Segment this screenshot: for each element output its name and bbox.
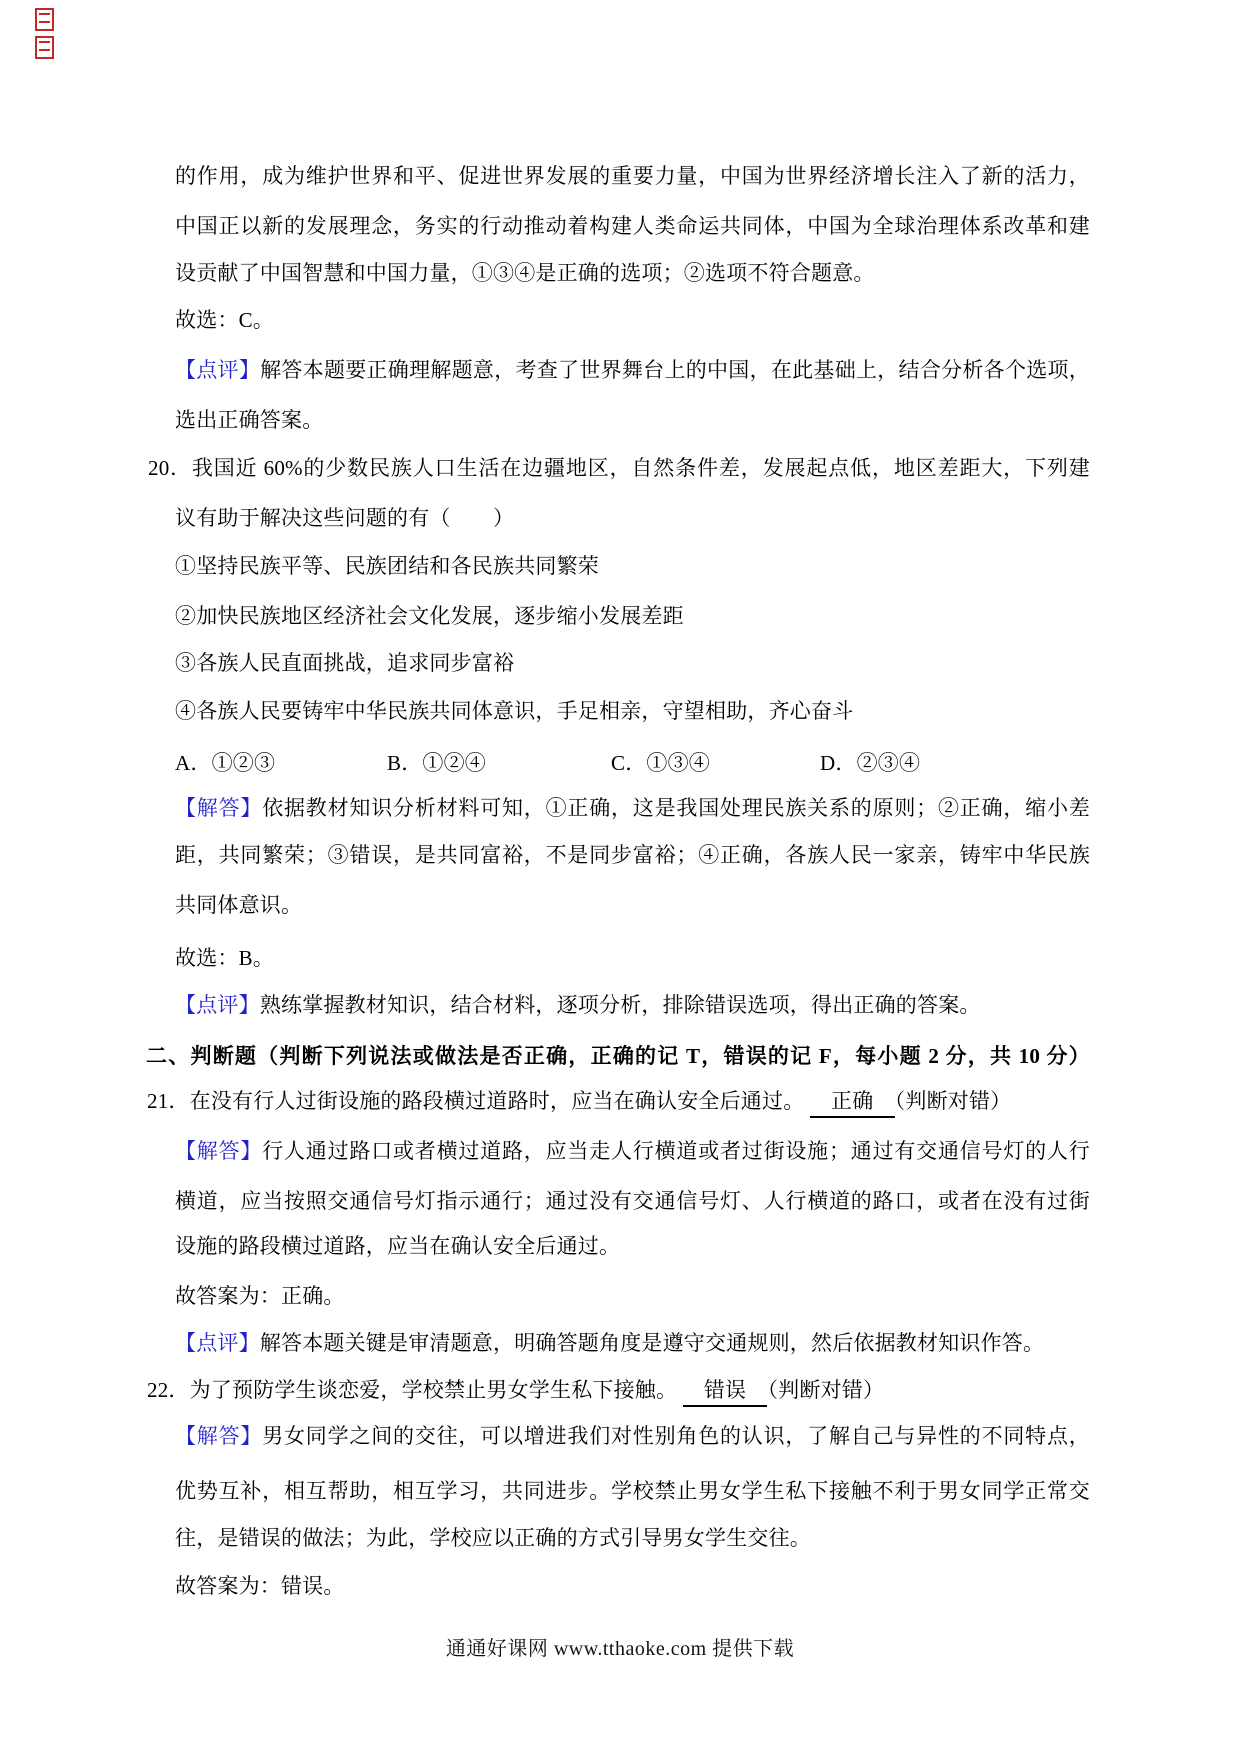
- text-segment: ①坚持民族平等、民族团结和各民族共同繁荣: [175, 554, 599, 578]
- answer-19-choice: [175, 307, 274, 333]
- question-20-options: [175, 750, 920, 776]
- answer-22-explain-cont: [175, 1478, 1090, 1504]
- text-segment: 21．在没有行人过街设施的路段横过道路时，应当在确认安全后通过。: [147, 1089, 810, 1113]
- text-segment: 的作用，成为维护世界和平、促进世界发展的重要力量，中国为世界经济增长注入了新的活力，: [175, 164, 1090, 188]
- red-stamp-icon: [35, 8, 54, 31]
- label-tag: 【点评】: [175, 993, 260, 1017]
- text-segment: 距，共同繁荣；③错误，是共同富裕，不是同步富裕；④正确，各族人民一家亲，铸牢中华民族: [175, 843, 1090, 867]
- answer-21-result: [175, 1283, 345, 1309]
- option-c: C．①③④: [611, 751, 711, 775]
- text-segment: 解答本题要正确理解题意，考查了世界舞台上的中国，在此基础上，结合分析各个选项，: [260, 358, 1090, 382]
- comment-19: [175, 357, 1090, 383]
- text-segment: （判断对错）: [894, 1089, 1012, 1113]
- question-20: [148, 455, 1090, 481]
- footer-watermark: 通通好课网 www.tthaoke.com 提供下载: [445, 1638, 795, 1660]
- option-b: B．①②④: [387, 751, 487, 775]
- text-segment: 选出正确答案。: [175, 408, 324, 432]
- comment-21: [175, 1330, 1044, 1356]
- text-segment: 设施的路段横过道路，应当在确认安全后通过。: [175, 1234, 621, 1258]
- text-segment: 行人通过路口或者横过道路，应当走人行横道或者过街设施；通过有交通信号灯的人行: [262, 1139, 1090, 1163]
- text-segment: 故选：C。: [175, 308, 275, 332]
- label-tag: 【解答】: [175, 1139, 263, 1163]
- answer-20-explain-cont: [175, 892, 302, 918]
- text-segment: 熟练掌握教材知识，结合材料，逐项分析，排除错误选项，得出正确的答案。: [259, 993, 981, 1017]
- answer-22-result: [175, 1573, 345, 1599]
- text-segment: 解答本题关键是审清题意，明确答题角度是遵守交通规则，然后依据教材知识作答。: [259, 1331, 1045, 1355]
- text-segment: 男女同学之间的交往，可以增进我们对性别角色的认识，了解自己与异性的不同特点，: [262, 1424, 1090, 1448]
- comment-20: [175, 992, 981, 1018]
- comment-19-cont: [175, 407, 323, 433]
- question-20-item-1: [175, 553, 599, 579]
- text-segment: 中国正以新的发展理念，务实的行动推动着构建人类命运共同体，中国为全球治理体系改革和建: [175, 214, 1090, 238]
- text-segment: ②加快民族地区经济社会文化发展，逐步缩小发展差距: [175, 604, 684, 628]
- text-segment: （判断对错）: [767, 1378, 885, 1402]
- text-segment: ③各族人民直面挑战，追求同步富裕: [175, 651, 515, 675]
- option-a: A．①②③: [175, 751, 276, 775]
- text-segment: 22．为了预防学生谈恋爱，学校禁止男女学生私下接触。: [147, 1378, 683, 1402]
- question-21: [147, 1088, 1011, 1114]
- option-d: D．②③④: [820, 751, 921, 775]
- question-20-item-3: [175, 650, 514, 676]
- text-segment: 故选：B。: [175, 946, 275, 970]
- answer-21-explain-cont: [175, 1233, 620, 1259]
- answer-20-explain-cont: [175, 842, 1090, 868]
- text-segment: 故答案为：错误。: [175, 1574, 345, 1598]
- answer-22-value: 错误: [683, 1378, 768, 1407]
- text-segment: 往，是错误的做法；为此，学校应以正确的方式引导男女学生交往。: [175, 1526, 811, 1550]
- label-tag: 【解答】: [175, 1424, 263, 1448]
- answer-19-explain-cont: [175, 213, 1090, 239]
- text-segment: 共同体意识。: [175, 893, 303, 917]
- text-segment: ④各族人民要铸牢中华民族共同体意识，手足相亲，守望相助，齐心奋斗: [175, 699, 854, 723]
- text-segment: 设贡献了中国智慧和中国力量，①③④是正确的选项；②选项不符合题意。: [175, 261, 875, 285]
- red-stamp-icon: [35, 36, 54, 59]
- text-segment: 二、判断题（判断下列说法或做法是否正确，正确的记 T，错误的记 F，每小题 2 分，共 10 分）: [146, 1044, 1090, 1068]
- answer-19-explain-cont: [175, 163, 1090, 189]
- answer-19-explain-cont: [175, 260, 875, 286]
- question-22: [147, 1377, 884, 1403]
- answer-21-explain-cont: [175, 1188, 1090, 1214]
- text-segment: 依据教材知识分析材料可知，①正确，这是我国处理民族关系的原则；②正确，缩小差: [262, 796, 1090, 820]
- text-segment: 优势互补，相互帮助，相互学习，共同进步。学校禁止男女学生私下接触不利于男女同学正常交: [175, 1479, 1090, 1503]
- section-2-header: [146, 1043, 1090, 1069]
- label-tag: 【点评】: [175, 358, 261, 382]
- answer-21-explain: [175, 1138, 1090, 1164]
- text-segment: 议有助于解决这些问题的有（ ）: [175, 506, 515, 530]
- text-segment: 横道，应当按照交通信号灯指示通行；通过没有交通信号灯、人行横道的路口，或者在没有过街: [175, 1189, 1090, 1213]
- question-20-item-2: [175, 603, 684, 629]
- question-20-cont: [175, 505, 514, 531]
- text-segment: 20．我国近 60%的少数民族人口生活在边疆地区，自然条件差，发展起点低，地区差距大，下列建: [148, 456, 1090, 480]
- label-tag: 【解答】: [175, 796, 263, 820]
- answer-21-value: 正确: [810, 1089, 895, 1118]
- question-20-item-4: [175, 698, 853, 724]
- answer-22-explain-cont: [175, 1525, 811, 1551]
- answer-20-choice: [175, 945, 274, 971]
- answer-20-explain: [175, 795, 1090, 821]
- text-segment: 故答案为：正确。: [175, 1284, 345, 1308]
- answer-22-explain: [175, 1423, 1090, 1449]
- label-tag: 【点评】: [175, 1331, 260, 1355]
